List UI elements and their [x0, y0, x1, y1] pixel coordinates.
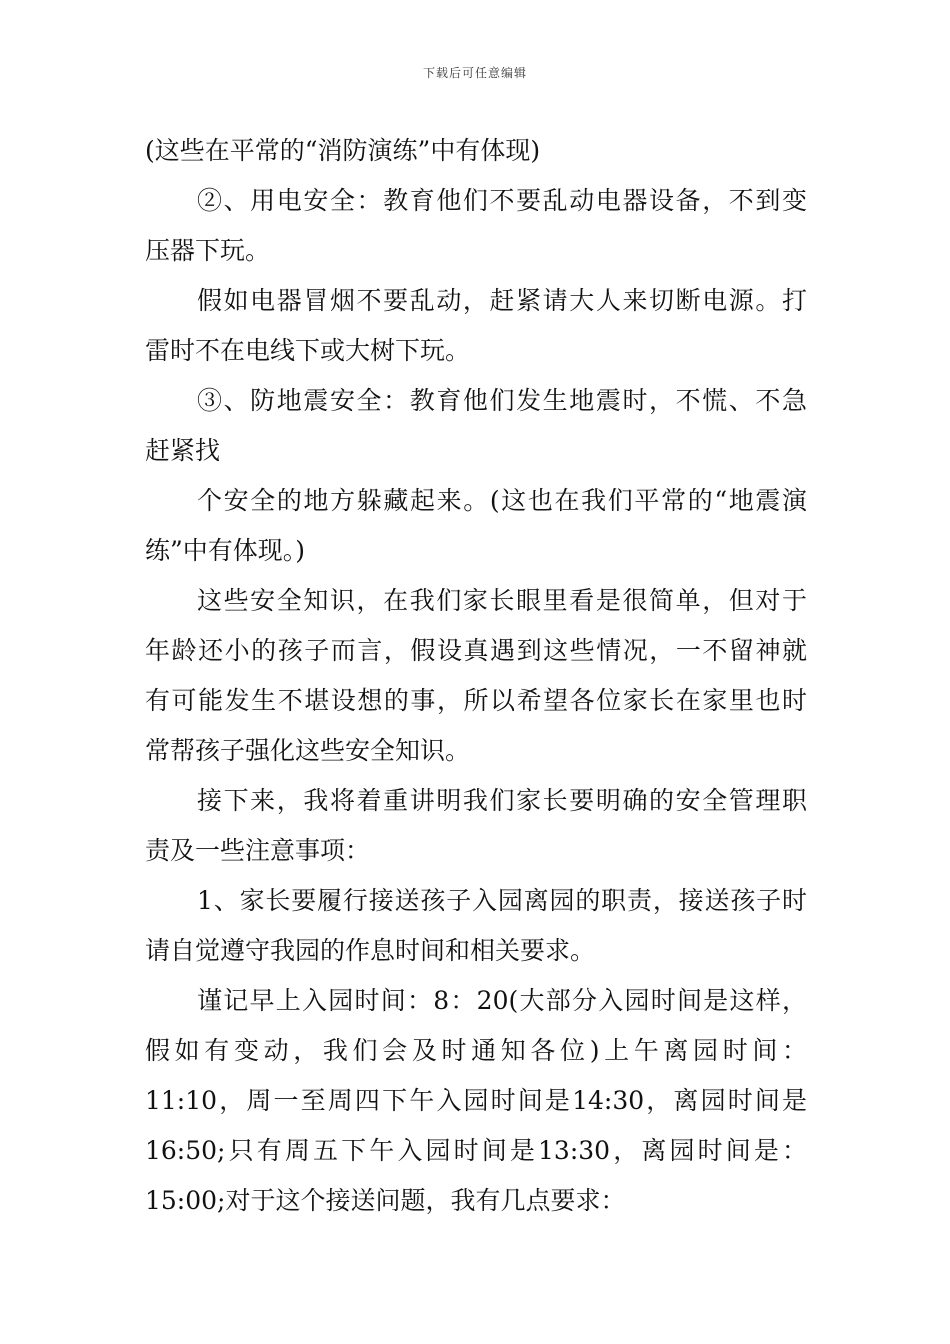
- text-line: ②、用电安全：教育他们不要乱动电器设备，不到变: [197, 186, 807, 215]
- text-line: 常帮孩子强化这些安全知识。: [145, 736, 471, 765]
- text-line: 假如有变动，我们会及时通知各位)上午离园时间：: [145, 1036, 807, 1065]
- text-line: 个安全的地方躲藏起来。(这也在我们平常的“地震演: [197, 486, 807, 515]
- text-line: 这些安全知识，在我们家长眼里看是很简单，但对于: [197, 586, 807, 615]
- text-line: 请自觉遵守我园的作息时间和相关要求。: [145, 936, 596, 965]
- text-line: 接下来，我将着重讲明我们家长要明确的安全管理职: [197, 786, 807, 815]
- text-line: 假如电器冒烟不要乱动，赶紧请大人来切断电源。打: [197, 286, 807, 315]
- text-line: ③、防地震安全：教育他们发生地震时，不慌、不急: [197, 386, 807, 415]
- text-line: 练”中有体现。): [145, 536, 306, 565]
- text-line: (这些在平常的“消防演练”中有体现): [145, 136, 541, 165]
- text-line: 雷时不在电线下或大树下玩。: [145, 336, 471, 365]
- text-line: 15:00;对于这个接送问题，我有几点要求：: [145, 1186, 626, 1215]
- page-header: 下载后可任意编辑: [422, 66, 527, 80]
- text-line: 谨记早上入园时间：8：20(大部分入园时间是这样，: [197, 986, 807, 1015]
- text-line: 责及一些注意事项：: [145, 836, 371, 865]
- text-line: 年龄还小的孩子而言，假设真遇到这些情况，一不留神就: [145, 636, 807, 665]
- text-line: 16:50;只有周五下午入园时间是13:30，离园时间是：: [145, 1136, 807, 1165]
- text-line: 压器下玩。: [145, 236, 271, 265]
- text-line: 11:10，周一至周四下午入园时间是14:30，离园时间是: [145, 1086, 807, 1115]
- text-line: 1、家长要履行接送孩子入园离园的职责，接送孩子时: [197, 886, 807, 915]
- document-body: [145, 126, 807, 1226]
- text-line: 赶紧找: [145, 436, 221, 465]
- text-line: 有可能发生不堪设想的事，所以希望各位家长在家里也时: [145, 686, 807, 715]
